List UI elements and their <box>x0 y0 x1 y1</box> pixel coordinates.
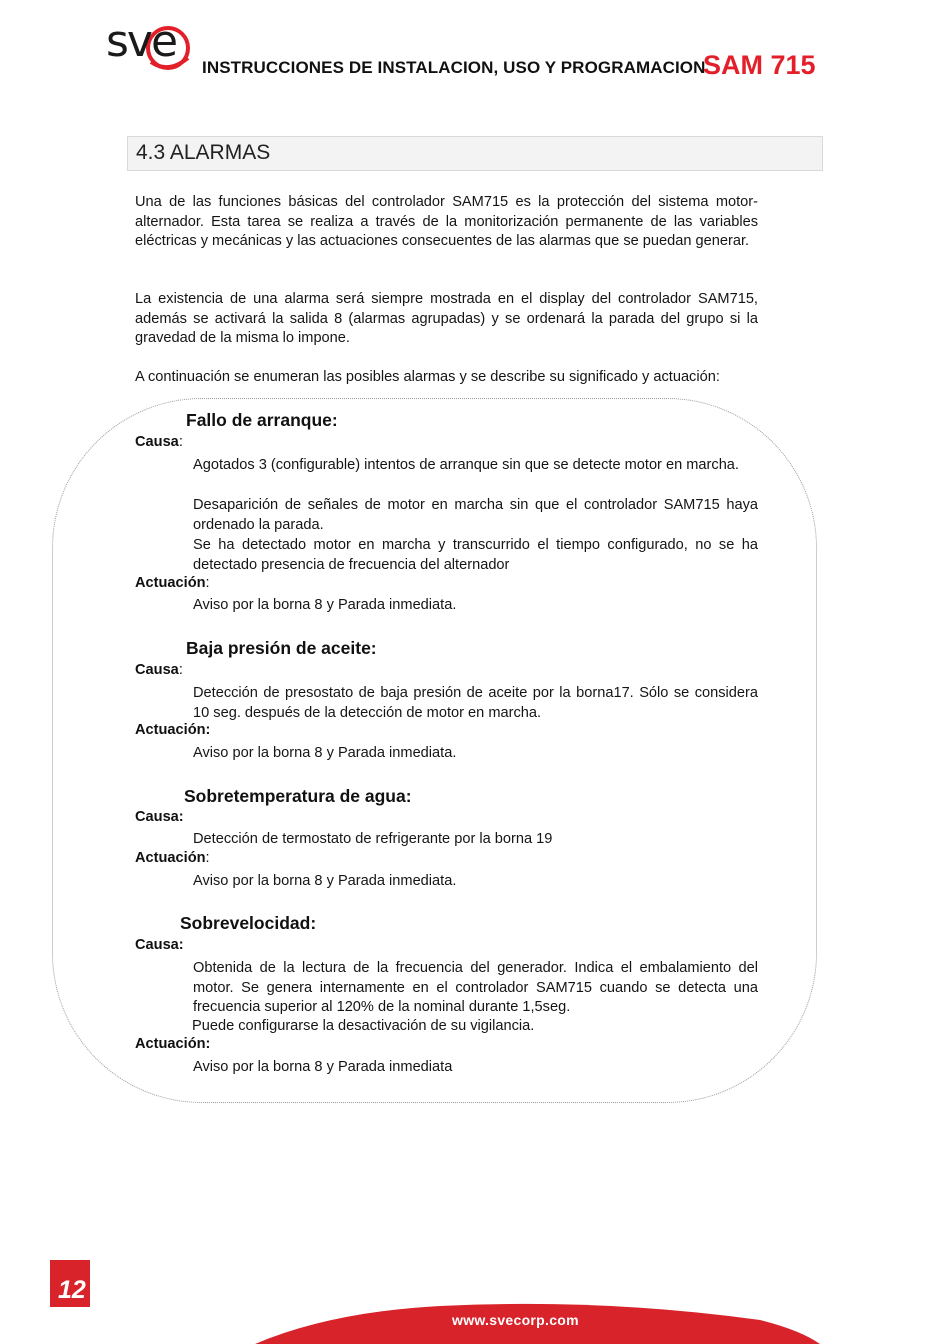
action-text: Aviso por la borna 8 y Parada inmediata. <box>193 745 457 761</box>
action-label: Actuación: <box>135 722 211 738</box>
cause-text: Se ha detectado motor en marcha y transcurrido el tiempo configurado, no se ha detectado presencia de frecuencia del alternador <box>193 537 758 573</box>
brand-logo <box>106 16 196 72</box>
action-label: Actuación: <box>135 850 210 866</box>
section-header <box>127 136 823 171</box>
document-model-name: SAM 715 <box>703 50 816 80</box>
action-text: Aviso por la borna 8 y Parada inmediata. <box>193 873 457 889</box>
document-header-title: INSTRUCCIONES DE INSTALACION, USO Y PROGRAMACION <box>202 58 706 77</box>
section-title: 4.3 ALARMAS <box>136 141 271 164</box>
alarm-title-baja-presion-aceite: Baja presión de aceite: <box>186 638 377 658</box>
logo-wordmark: sve <box>106 16 177 67</box>
action-text: Aviso por la borna 8 y Parada inmediata <box>193 1059 453 1075</box>
intro-paragraph-1: Una de las funciones básicas del controlador SAM715 es la protección del sistema motor-alternador. Esta tarea se realiza a través de la monitorización permanente de las variables eléctricas y mecánicas y las actuaciones consecuentes de las alarmas que se puedan generar. <box>135 194 758 250</box>
cause-text: Desaparición de señales de motor en marcha sin que el controlador SAM715 haya ordenado la parada. <box>193 497 758 533</box>
cause-text: Agotados 3 (configurable) intentos de arranque sin que se detecte motor en marcha. <box>193 457 739 473</box>
action-label: Actuación: <box>135 575 210 591</box>
action-text: Aviso por la borna 8 y Parada inmediata. <box>193 597 457 613</box>
action-label: Actuación: <box>135 1036 211 1052</box>
intro-paragraph-2: La existencia de una alarma será siempre mostrada en el display del controlador SAM715, además se activará la salida 8 (alarmas agrupadas) y se ordenará la parada del grupo si la gravedad de la misma lo impone. <box>135 291 758 347</box>
alarm-title-fallo-arranque: Fallo de arranque: <box>186 410 338 430</box>
cause-text: Puede configurarse la desactivación de su vigilancia. <box>192 1018 535 1034</box>
cause-text: Obtenida de la lectura de la frecuencia del generador. Indica el embalamiento del motor. Se genera internamente en el controlador SAM715 cuando se detecta una frecuencia superior al 120% de la nominal durante 1,5seg. <box>193 960 758 1016</box>
cause-label: Causa: <box>135 662 183 678</box>
cause-label: Causa: <box>135 937 184 953</box>
footer-website-url: www.svecorp.com <box>452 1312 579 1328</box>
cause-label: Causa: <box>135 809 184 825</box>
page-number: 12 <box>58 1276 86 1304</box>
alarm-title-sobretemperatura-agua: Sobretemperatura de agua: <box>184 786 412 806</box>
cause-text: Detección de presostato de baja presión de aceite por la borna17. Sólo se considera 10 seg. después de la detección de motor en marcha. <box>193 685 758 721</box>
intro-paragraph-3: A continuación se enumeran las posibles alarmas y se describe su significado y actuación: <box>135 369 720 385</box>
cause-text: Detección de termostato de refrigerante por la borna 19 <box>193 831 553 847</box>
alarm-title-sobrevelocidad: Sobrevelocidad: <box>180 913 317 933</box>
cause-label: Causa: <box>135 434 183 450</box>
